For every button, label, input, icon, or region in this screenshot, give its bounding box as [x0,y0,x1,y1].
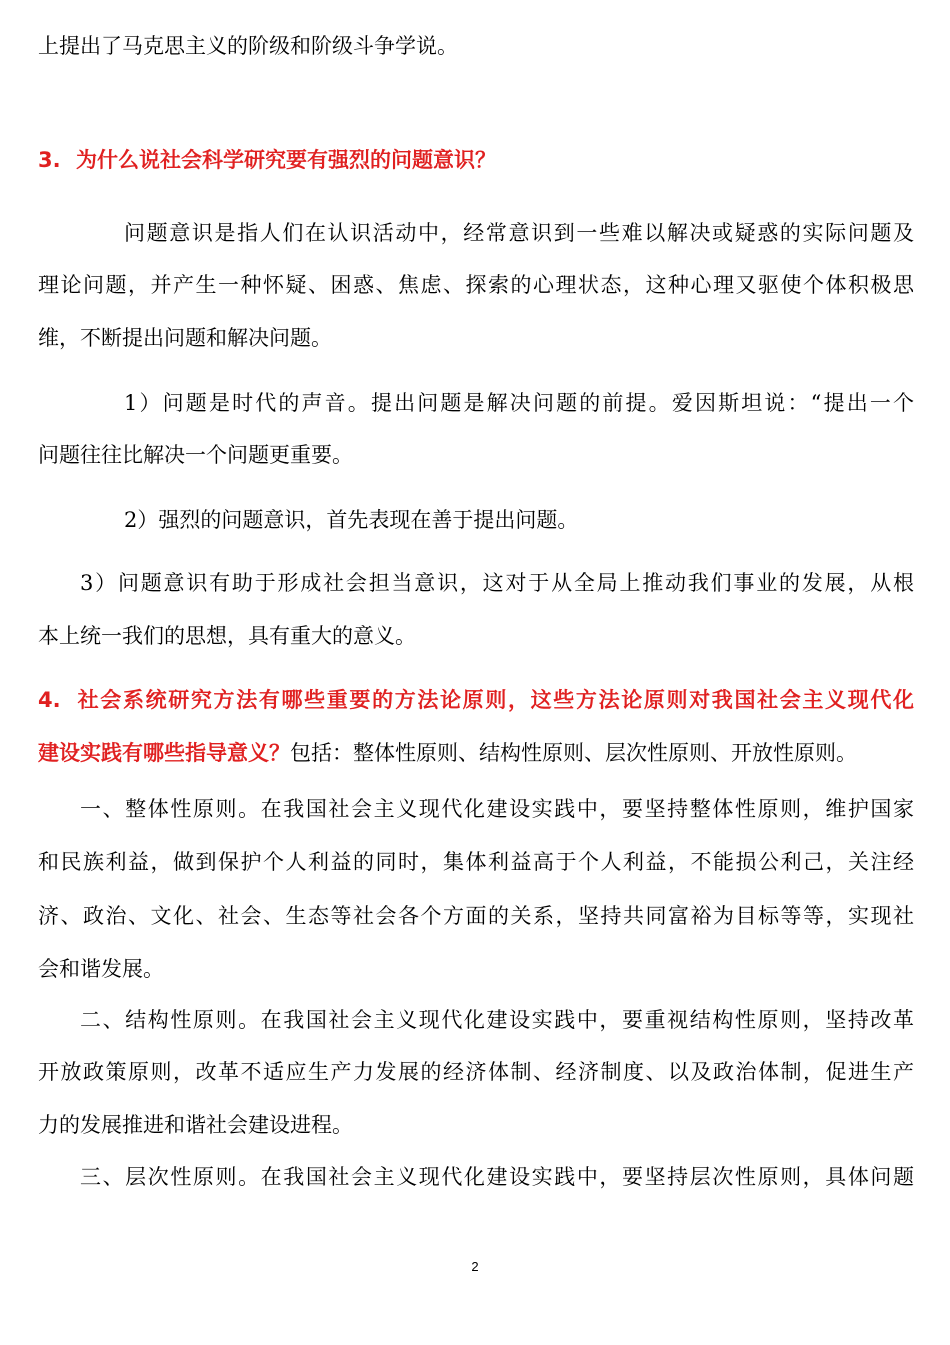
paragraph-line: 理论问题，并产生一种怀疑、困惑、焦虑、探索的心理状态，这种心理又驱使个体积极思 [38,273,914,297]
heading-text: 建设实践有哪些指导意义？ [38,741,290,765]
paragraph-line: 3）问题意识有助于形成社会担当意识，这对于从全局上推动我们事业的发展，从根 [80,571,914,595]
paragraph-line: 维，不断提出问题和解决问题。 [38,326,332,350]
paragraph-line: 力的发展推进和谐社会建设进程。 [38,1113,353,1137]
heading-text: 为什么说社会科学研究要有强烈的问题意识？ [76,148,496,172]
page-number: 2 [471,1259,479,1274]
paragraph-line: 上提出了马克思主义的阶级和阶级斗争学说。 [38,34,458,58]
paragraph-line: 开放政策原则，改革不适应生产力发展的经济体制、经济制度、以及政治体制，促进生产 [38,1060,914,1084]
section-heading-4-continued [38,740,914,766]
heading-text: 社会系统研究方法有哪些重要的方法论原则，这些方法论原则对我国社会主义现代化 [76,688,914,712]
paragraph-line: 和民族利益，做到保护个人利益的同时，集体利益高于个人利益，不能损公利己，关注经 [38,850,914,874]
paragraph-line: 会和谐发展。 [38,957,164,981]
paragraph-line: 本上统一我们的思想，具有重大的意义。 [38,624,416,648]
paragraph-line: 问题往往比解决一个问题更重要。 [38,443,353,467]
paragraph-line: 2）强烈的问题意识，首先表现在善于提出问题。 [124,508,579,532]
paragraph-line: 三、层次性原则。在我国社会主义现代化建设实践中，要坚持层次性原则，具体问题 [80,1165,914,1189]
heading-number: 4. [38,688,61,712]
section-heading-4 [38,687,914,713]
paragraph-line: 问题意识是指人们在认识活动中，经常意识到一些难以解决或疑惑的实际问题及 [124,221,914,245]
paragraph-line: 二、结构性原则。在我国社会主义现代化建设实践中，要重视结构性原则，坚持改革 [80,1008,914,1032]
section-heading-3 [38,147,914,173]
paragraph-line: 济、政治、文化、社会、生态等社会各个方面的关系，坚持共同富裕为目标等等，实现社 [38,904,914,928]
paragraph-line: 一、整体性原则。在我国社会主义现代化建设实践中，要坚持整体性原则，维护国家 [80,797,914,821]
heading-number: 3. [38,148,61,172]
principles-list: 包括：整体性原则、结构性原则、层次性原则、开放性原则。 [290,741,857,765]
paragraph-line: 1）问题是时代的声音。提出问题是解决问题的前提。爱因斯坦说：“提出一个 [124,391,914,415]
